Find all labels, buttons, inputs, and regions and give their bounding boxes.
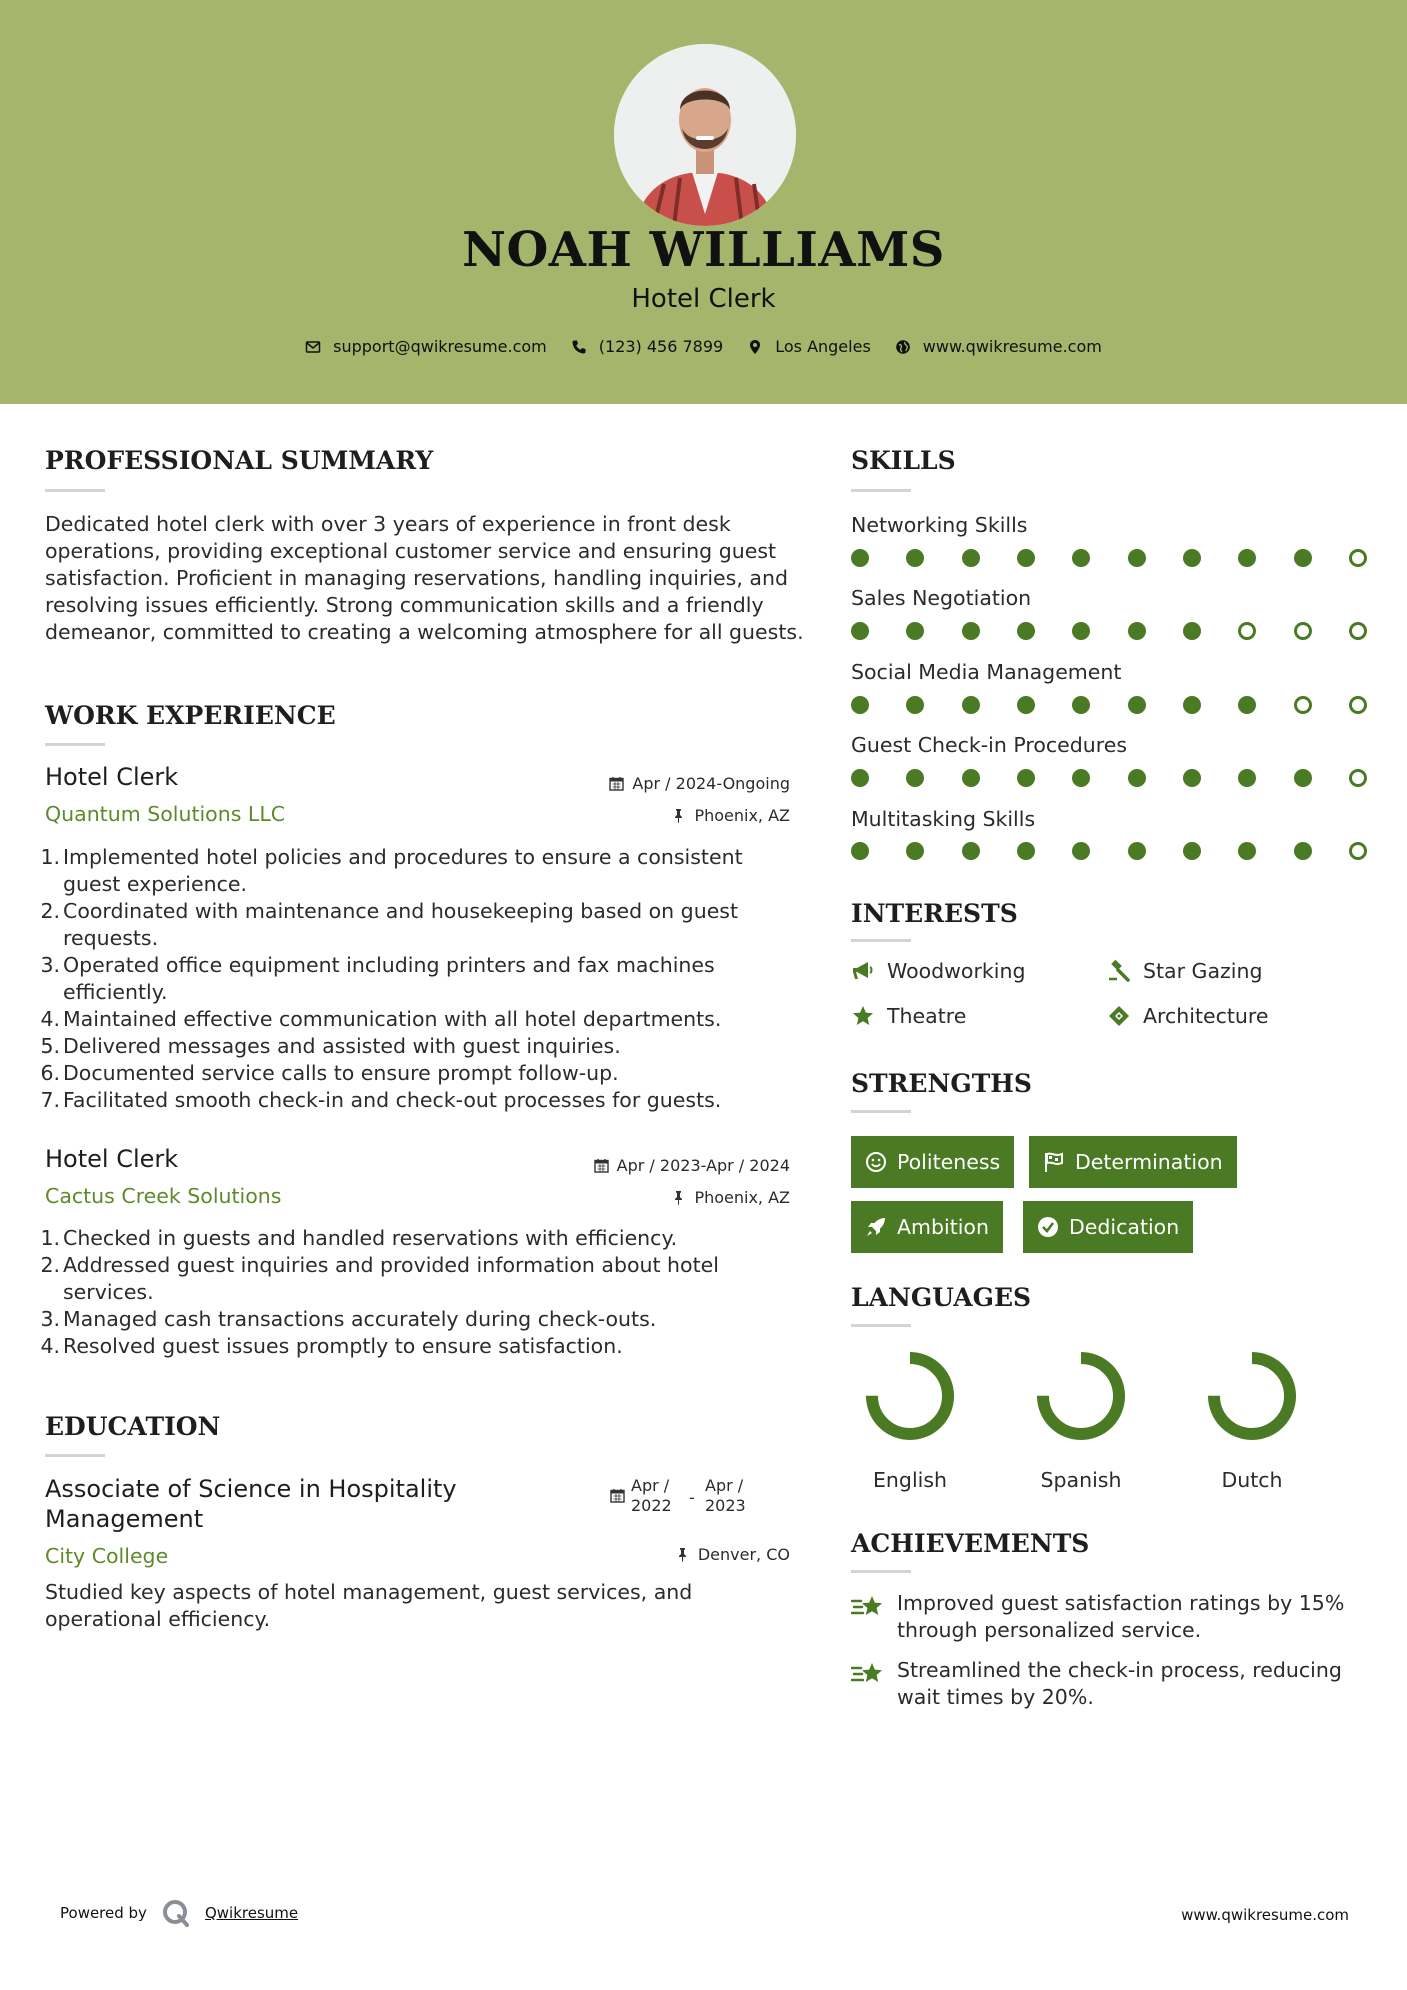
pushpin-icon [671,1190,686,1205]
list-item: 4. Maintained effective communication with all hotel departments. [40,1007,722,1031]
strength-badge: Politeness [851,1136,1014,1188]
skill-rating [851,549,1367,569]
language-progress-arc [872,1358,948,1434]
rating-dot-empty [1294,696,1312,714]
rating-dot-filled [1128,696,1146,714]
skill-rating [851,769,1367,789]
bullhorn-icon [851,959,875,983]
list-item: 2. Coordinated with maintenance and housekeeping based on guest requests. [40,899,739,950]
education-end-date: Apr / 2023 [705,1476,746,1515]
skill-name: Sales Negotiation [851,586,1032,610]
rating-dot-filled [906,769,924,787]
interest-item: Architecture [1107,1004,1269,1028]
rating-dot-empty [1349,622,1367,640]
rating-dot-filled [1072,769,1090,787]
rating-dot-filled [962,842,980,860]
skill-name: Social Media Management [851,660,1122,684]
rating-dot-filled [1128,842,1146,860]
rating-dot-filled [851,696,869,714]
pushpin-icon [671,808,686,823]
summary-text: Dedicated hotel clerk with over 3 years of experience in front desk operations, providing exceptional customer service and ensuring guest satisfaction. Proficient in managing reservations, handling inquiries, and resolving issues efficiently. Strong communication skills and a friendly demeanor, committed to creating a welcoming atmosphere for all guests. [45,512,804,644]
list-item: 2. Addressed guest inquiries and provided information about hotel services. [40,1253,719,1304]
powered-by-label: Powered by [60,1904,147,1922]
rating-dot-filled [962,696,980,714]
contact-location [747,337,871,356]
powered-by [60,1898,298,1928]
rating-dot-filled [851,842,869,860]
list-item: 1. Implemented hotel policies and procedures to ensure a consistent guest experience. [40,845,743,896]
list-item: 3. Operated office equipment including printers and fax machines efficiently. [40,953,715,1004]
profile-photo [614,44,796,226]
interest-item: Theatre [851,1004,966,1028]
language-name: English [872,1468,948,1492]
list-item: 4. Resolved guest issues promptly to ensure satisfaction. [40,1334,623,1358]
rating-dot-filled [1238,769,1256,787]
skill-rating [851,842,1367,862]
rating-dot-filled [1017,622,1035,640]
list-item: 6. Documented service calls to ensure prompt follow-up. [40,1061,619,1085]
company-name: Cactus Creek Solutions [45,1184,282,1208]
contact-phone[interactable] [571,337,723,356]
job-dates-text: Apr / 2024-Ongoing [632,774,790,793]
skill-rating [851,622,1367,642]
language-item [1031,1350,1131,1492]
job-title: Hotel Clerk [45,763,179,791]
rating-dot-filled [1183,842,1201,860]
achievements-heading: ACHIEVEMENTS [851,1529,1090,1558]
pushpin-icon [675,1547,690,1562]
location-text: Los Angeles [775,337,871,356]
rating-dot-filled [1128,549,1146,567]
envelope-icon [305,339,321,355]
language-name: Dutch [1221,1468,1283,1492]
footer-website[interactable]: www.qwikresume.com [1181,1906,1349,1924]
rating-dot-filled [1017,769,1035,787]
skill-name: Multitasking Skills [851,807,1036,831]
rating-dot-filled [851,549,869,567]
language-progress-arc [1214,1358,1290,1434]
rating-dot-filled [1183,696,1201,714]
language-progress-arc [1043,1358,1119,1434]
email-text: support@qwikresume.com [333,337,547,356]
achievement-item: Streamlined the check-in process, reducing wait times by 20%. [851,1657,1371,1711]
rating-dot-filled [1128,769,1146,787]
flag-icon [1043,1151,1065,1173]
job-location [671,806,790,825]
company-name: Quantum Solutions LLC [45,802,286,826]
rating-dot-filled [1294,549,1312,567]
language-ring [864,1350,956,1442]
rating-dot-filled [1183,769,1201,787]
phone-icon [571,339,587,355]
qwikresume-logo-icon [161,1898,191,1928]
rating-dot-empty [1349,549,1367,567]
list-item: 1. Checked in guests and handled reservations with efficiency. [40,1226,678,1250]
rating-dot-filled [962,549,980,567]
website-text: www.qwikresume.com [922,337,1102,356]
rating-dot-filled [1183,622,1201,640]
rating-dot-filled [906,842,924,860]
rocket-icon [865,1216,887,1238]
education-start-date: Apr / 2022 [631,1476,672,1515]
person-portrait-icon [614,44,796,226]
skill-rating [851,696,1367,716]
job-duties-list [40,844,805,1114]
strength-badge: Ambition [851,1201,1003,1253]
rating-dot-filled [906,622,924,640]
rating-dot-filled [1238,549,1256,567]
shooting-star-icon [851,1593,885,1623]
check-circle-icon [1037,1216,1059,1238]
job-dates-text: Apr / 2023-Apr / 2024 [616,1156,790,1175]
rating-dot-filled [962,622,980,640]
education-description: Studied key aspects of hotel management, guest services, and operational efficiency. [45,1580,693,1631]
star-icon [851,1004,875,1028]
rating-dot-filled [1072,842,1090,860]
rating-dot-filled [906,549,924,567]
rating-dot-filled [851,622,869,640]
interest-item: Star Gazing [1107,959,1262,983]
education-location-text: Denver, CO [697,1545,790,1564]
candidate-role: Hotel Clerk [631,284,776,314]
gavel-icon [1107,959,1131,983]
list-item: 3. Managed cash transactions accurately during check-outs. [40,1307,657,1331]
rating-dot-filled [1294,842,1312,860]
achievement-item: Improved guest satisfaction ratings by 15% through personalized service. [851,1590,1371,1644]
job-dates [609,774,790,793]
strength-badge: Dedication [1023,1201,1193,1253]
smile-icon [865,1151,887,1173]
contact-bar [0,337,1407,356]
rating-dot-filled [906,696,924,714]
calendar-icon [609,776,624,791]
achievements-divider [851,1570,911,1573]
summary-divider [45,489,105,492]
strengths-heading: STRENGTHS [851,1069,1032,1098]
rating-dot-filled [1072,696,1090,714]
ticket-icon [1107,1004,1131,1028]
candidate-name: NOAH WILLIAMS [462,222,945,278]
interests-heading: INTERESTS [851,899,1018,928]
interests-divider [851,939,911,942]
shooting-star-icon [851,1660,885,1690]
rating-dot-filled [1294,769,1312,787]
rating-dot-filled [1183,549,1201,567]
experience-heading: WORK EXPERIENCE [45,701,336,730]
list-item: 5. Delivered messages and assisted with guest inquiries. [40,1034,621,1058]
job-duties-list [40,1225,805,1360]
skills-divider [851,489,911,492]
date-separator: - [689,1488,695,1507]
education-dates [610,1476,746,1516]
skill-name: Networking Skills [851,513,1028,537]
language-ring [1035,1350,1127,1442]
language-item [1202,1350,1302,1492]
calendar-icon [610,1488,625,1503]
contact-website[interactable] [895,337,1102,356]
language-item [860,1350,960,1492]
phone-text: (123) 456 7899 [598,337,724,356]
language-name: Spanish [1040,1468,1122,1492]
skills-heading: SKILLS [851,446,956,475]
rating-dot-empty [1349,842,1367,860]
job-location-text: Phoenix, AZ [694,806,790,825]
rating-dot-empty [1238,622,1256,640]
education-divider [45,1454,105,1457]
degree-title: Associate of Science in Hospitality Management [45,1475,457,1533]
skill-name: Guest Check-in Procedures [851,733,1128,757]
rating-dot-empty [1349,696,1367,714]
interest-item: Woodworking [851,959,1025,983]
education-location [675,1545,790,1564]
summary-heading: PROFESSIONAL SUMMARY [45,446,434,475]
rating-dot-filled [1017,842,1035,860]
brand-link[interactable]: Qwikresume [204,1904,299,1922]
list-item: 7. Facilitated smooth check-in and check-out processes for guests. [40,1088,722,1112]
job-location-text: Phoenix, AZ [694,1188,790,1207]
resume-header [0,0,1407,404]
rating-dot-filled [1238,696,1256,714]
rating-dot-filled [1072,549,1090,567]
job-title: Hotel Clerk [45,1145,179,1173]
rating-dot-empty [1349,769,1367,787]
contact-email[interactable] [305,337,547,356]
rating-dot-filled [1017,696,1035,714]
rating-dot-empty [1294,622,1312,640]
calendar-icon [594,1158,609,1173]
rating-dot-filled [851,769,869,787]
rating-dot-filled [1128,622,1146,640]
experience-divider [45,743,105,746]
language-ring [1206,1350,1298,1442]
strength-badge: Determination [1029,1136,1237,1188]
languages-heading: LANGUAGES [851,1283,1032,1312]
job-location [671,1188,790,1207]
strengths-divider [851,1110,911,1113]
rating-dot-filled [1017,549,1035,567]
languages-divider [851,1324,911,1327]
map-pin-icon [747,339,763,355]
globe-icon [895,339,911,355]
rating-dot-filled [962,769,980,787]
rating-dot-filled [1072,622,1090,640]
education-heading: EDUCATION [45,1412,221,1441]
rating-dot-filled [1238,842,1256,860]
school-name: City College [45,1544,169,1568]
job-dates [594,1156,790,1175]
